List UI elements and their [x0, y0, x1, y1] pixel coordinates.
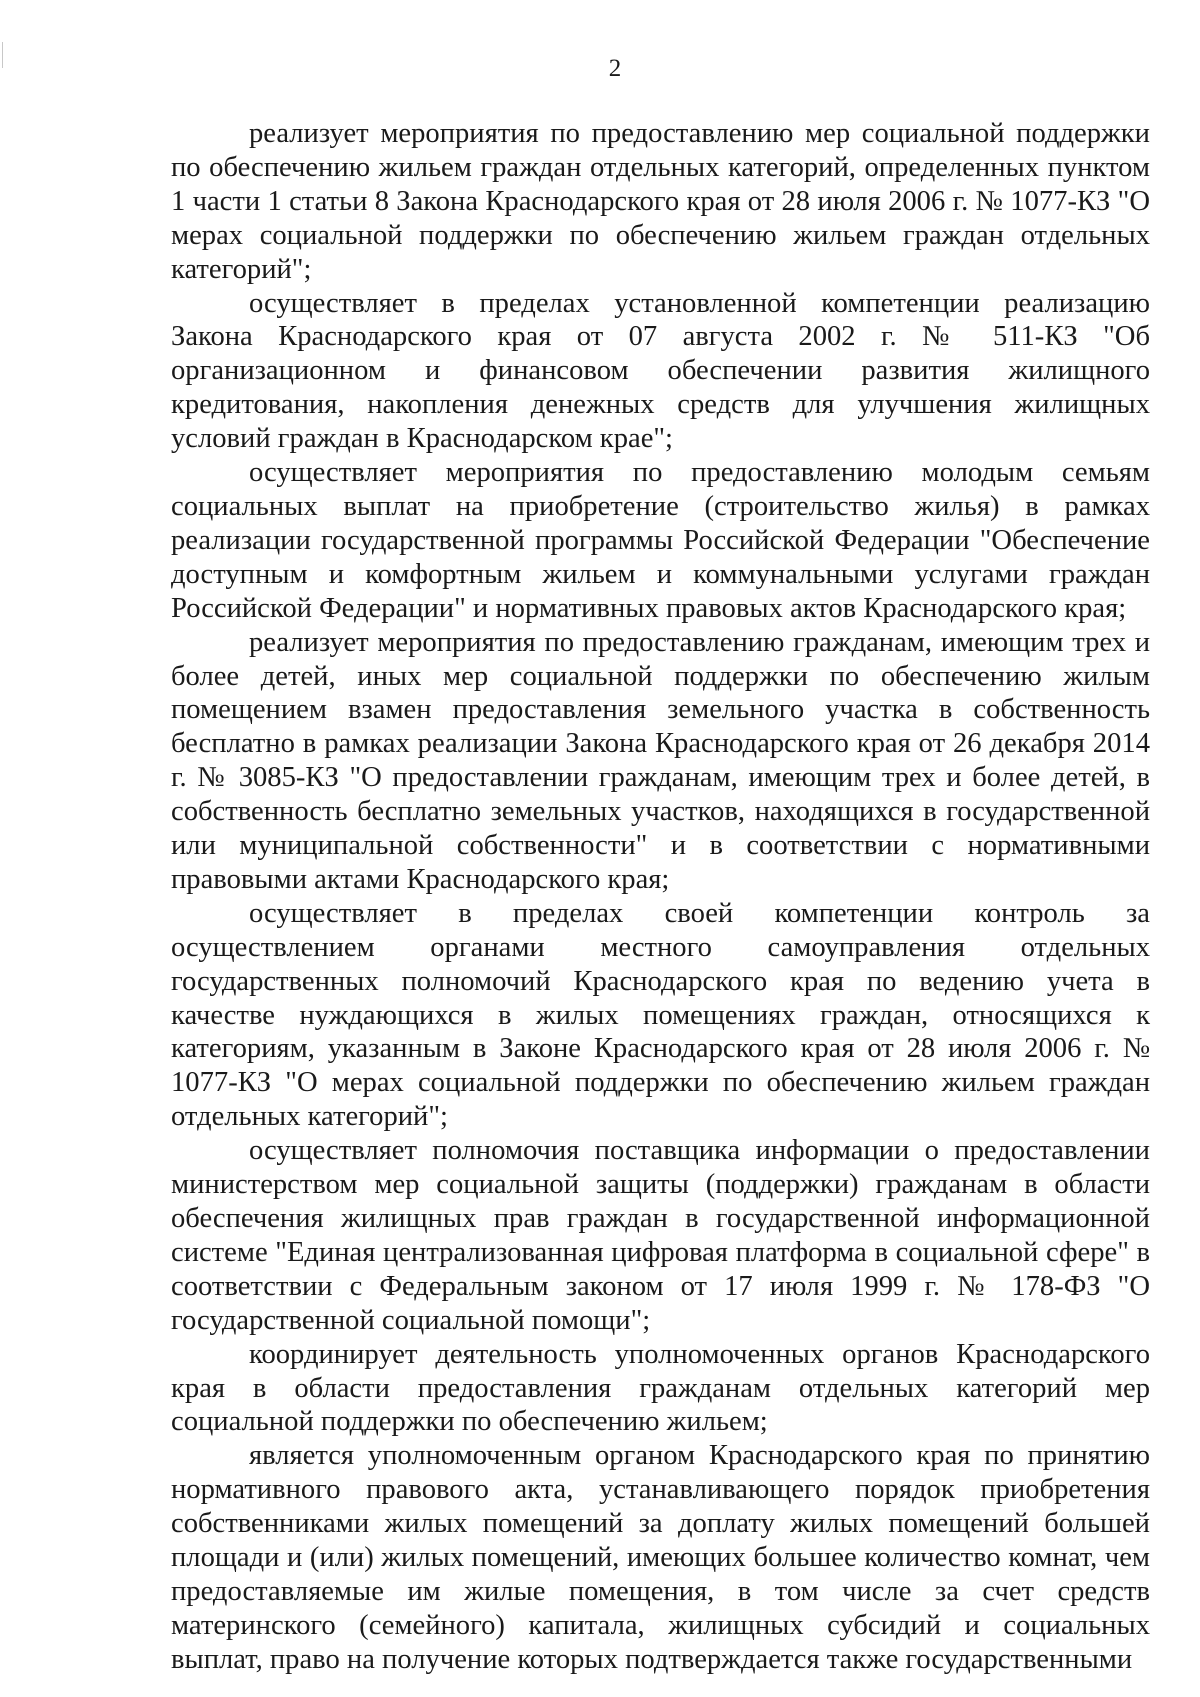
document-body	[171, 117, 1150, 1677]
page-number: 2	[608, 55, 622, 82]
paragraph-housing-support-categories: реализует мероприятия по предоставлению мер социальной поддержки по обеспечению жильем граждан отдельных категорий, определенных пунктом 1 части 1 статьи 8 Закона Краснодарского края от 28 июля 2006 г. № 1077-КЗ "О мерах социальной поддержки по обеспечению жильем граждан отдельных категорий";	[171, 118, 1150, 285]
paragraph-young-families-payments: осуществляет мероприятия по предоставлению молодым семьям социальных выплат на приобретение (строительство жилья) в рамках реализации государственной программы Российской Федерации "Обеспечение доступным и комфортным жильем и коммунальными услугами граждан Российской Федерации" и нормативных правовых актов Краснодарского края;	[171, 457, 1150, 624]
paragraph-housing-credit-law: осуществляет в пределах установленной компетенции реализацию Закона Краснодарского края от 07 августа 2002 г. № 511-КЗ "Об организационном и финансовом обеспечении развития жилищного кредитования, накопления денежных средств для улучшения жилищных условий граждан в Краснодарском крае";	[171, 287, 1150, 455]
paragraph-information-supplier: осуществляет полномочия поставщика информации о предоставлении министерством мер социальной защиты (поддержки) гражданам в области обеспечения жилищных прав граждан в государственной информационной системе "Единая централизованная цифровая платформа в социальной сфере" в соответствии с Федеральным законом от 17 июля 1999 г. № 178-ФЗ "О государственной социальной помощи";	[171, 1135, 1150, 1336]
paragraph-large-families-support: реализует мероприятия по предоставлению гражданам, имеющим трех и более детей, иных мер социальной поддержки по обеспечению жилым помещением взамен предоставления земельного участка в собственность бесплатно в рамках реализации Закона Краснодарского края от 26 декабря 2014 г. № 3085-КЗ "О предоставлении гражданам, имеющим трех и более детей, в собственность бесплатно земельных участков, находящихся в государственной или муниципальной собственности" и в соответствии с нормативными правовыми актами Краснодарского края;	[171, 626, 1150, 895]
paragraph-coordination: координирует деятельность уполномоченных органов Краснодарского края в области предоставления гражданам отдельных категорий мер социальной поддержки по обеспечению жильем;	[171, 1338, 1150, 1438]
paragraph-registration-control: осуществляет в пределах своей компетенции контроль за осуществлением органами местного самоуправления отдельных государственных полномочий Краснодарского края по ведению учета в качестве нуждающихся в жилых помещениях граждан, относящихся к категориям, указанным в Законе Краснодарского края от 28 июля 2006 г. № 1077-КЗ "О мерах социальной поддержки по обеспечению жильем граждан отдельных категорий";	[171, 897, 1150, 1133]
paragraph-authorized-body: является уполномоченным органом Краснодарского края по принятию нормативного правового акта, устанавливающего порядок приобретения собственниками жилых помещений за доплату жилых помещений большей площади и (или) жилых помещений, имеющих большее количество комнат, чем предоставляемые им жилые помещения, в том числе за счет средств материнского (семейного) капитала, жилищных субсидий и социальных выплат, право на получение которых подтверждается также государственными	[171, 1440, 1150, 1675]
